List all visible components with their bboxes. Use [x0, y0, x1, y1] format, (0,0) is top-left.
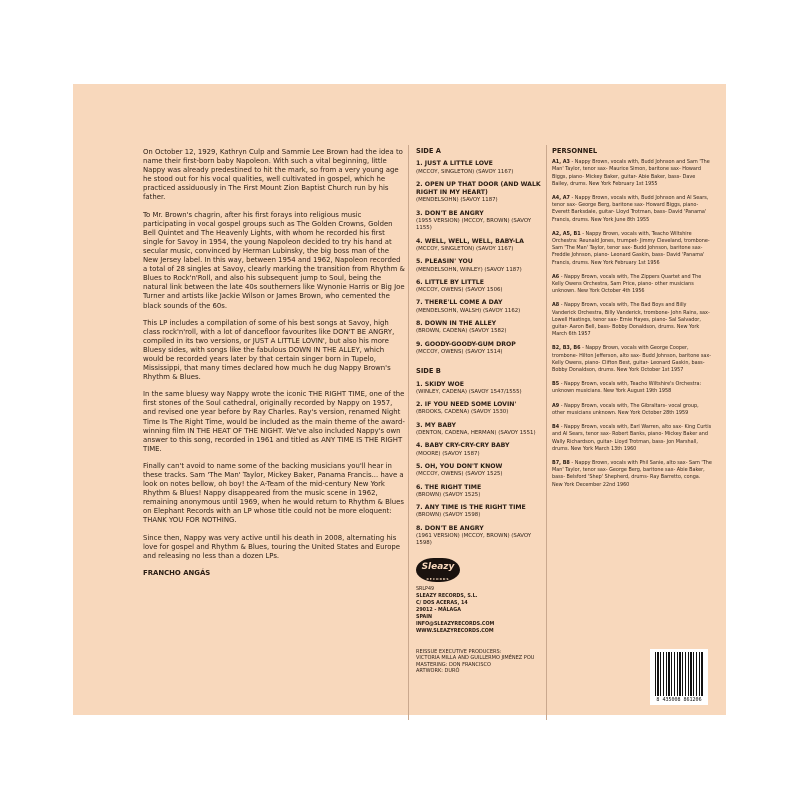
track-item [416, 320, 542, 336]
personnel-entry [552, 403, 712, 417]
track-item [416, 181, 542, 205]
track-credit: (MENDELSOHN) (SAVOY 1187) [416, 197, 498, 204]
track-credit: (WINLEY, CADENA) (SAVOY 1547/1555) [416, 388, 522, 395]
side-b-title: SIDE B [416, 367, 441, 376]
track-item [416, 210, 542, 233]
track-title: 5. OH, YOU DON'T KNOW [416, 462, 503, 470]
barcode-bars [655, 652, 703, 696]
track-item [416, 422, 542, 438]
track-title: 1. SKIDY WOE [416, 380, 464, 388]
track-item [416, 341, 542, 357]
mastering-credit: MASTERING: DON FRANCISCO [416, 661, 491, 668]
personnel-list [552, 159, 712, 489]
side-b-tracks [416, 381, 542, 548]
side-a-tracks [416, 160, 542, 356]
personnel-code: A8 [552, 302, 560, 309]
production-credits [416, 649, 542, 675]
side-a-title: SIDE A [416, 147, 441, 155]
label-city: 29012 - MÁLAGA [416, 607, 461, 613]
logo-subtext: RECORDS [426, 576, 450, 581]
track-credit: (MCCOY, SINGLETON) (SAVOY 1167) [416, 168, 514, 175]
label-country: SPAIN [416, 614, 433, 620]
personnel-entry [552, 302, 712, 338]
label-website: WWW.SLEAZYRECORDS.COM [416, 628, 494, 634]
track-credit: (MCCOY, OWENS) (SAVOY 1514) [416, 348, 503, 355]
tracklist [416, 148, 542, 675]
track-title: 8. DON'T BE ANGRY [416, 524, 484, 532]
label-name: SLEAZY RECORDS, S.L. [416, 593, 478, 599]
personnel-text: - Nappy Brown, vocals with, The Bad Boys and Billy Vanderick Orchestra, Billy Vanderick, trombone- John Rains, sax- Lowell Hastings, tenor sax- Ernie Hayes, piano- Sal Salvador, guitar- Aaron Bell, bass- Bobby Donaldson, drums. New York March 6th 1957 [552, 302, 710, 338]
personnel-text: - Nappy Brown, vocals with, The Gibraltars- vocal group, other musicians unknown. New York October 28th 1959 [552, 402, 699, 416]
track-title: 7. ANY TIME IS THE RIGHT TIME [416, 504, 526, 512]
track-title: 2. IF YOU NEED SOME LOVIN' [416, 401, 517, 409]
personnel-title: PERSONNEL [552, 147, 598, 155]
track-credit: (MENDELSOHN, WINLEY) (SAVOY 1187) [416, 266, 522, 273]
artwork-credit: ARTWORK: DURÓ [416, 668, 460, 675]
personnel-code: B7, B8 [552, 459, 570, 466]
liner-paragraph: On October 12, 1929, Kathryn Culp and Sammie Lee Brown had the idea to name their first-born baby Napoleon. With such a vital beginning, little Nappy was already predestined to hit the mark, so from a very young age he stood out for his vocal qualities, well cultivated in gospel, which he practiced assiduously in The First Mount Zion Baptist Church run by his father. [143, 148, 403, 202]
track-item [416, 484, 542, 500]
track-item [416, 238, 542, 254]
personnel-entry [552, 159, 712, 188]
personnel-code: A4, A7 [552, 195, 570, 202]
logo-text: Sleazy [421, 561, 455, 572]
liner-paragraph: Finally can't avoid to name some of the backing musicians you'll hear in these tracks. Sam 'The Man' Taylor, Mickey Baker, Panama Francis... have a look on notes bellow, oh boy! the A-Team of the mid-century New York Rhythm & Blues! Nappy disappeared from the music scene in 1962, remaining anonymous until 1969, when he would return to Rhythm & Blues on Elephant Records with an LP whose title could not be more eloquent: THANK YOU FOR NOTHING. [143, 461, 404, 525]
track-title: 1. JUST A LITTLE LOVE [416, 160, 493, 168]
track-item [416, 401, 542, 417]
personnel-code: A6 [552, 273, 560, 280]
personnel-code: A1, A3 [552, 159, 570, 166]
personnel-column [552, 148, 712, 496]
personnel-text: - Nappy Brown, vocals with, Budd Johnson and Al Sears, tenor sax- George Berg, baritone sax- Howard Biggs, piano- Everett Barksdale, guitar- Lloyd Trotman, bass- David 'Panama' Francis, drums. New York June 8th 1955 [552, 195, 709, 223]
barcode [650, 649, 708, 705]
track-item [416, 525, 542, 548]
track-credit: (MCCOY, OWENS) (SAVOY 1506) [416, 287, 503, 294]
track-credit: (BROWN) (SAVOY 1525) [416, 491, 481, 498]
label-address: C/ DOS ACERAS, 14 [416, 600, 468, 606]
personnel-code: B4 [552, 424, 560, 431]
track-item [416, 381, 542, 397]
personnel-text: - Nappy Brown, vocals with, Teacho Wiltshire's Orchestra: unknown musicians. New York August 19th 1958 [552, 381, 702, 395]
personnel-entry [552, 460, 712, 489]
liner-paragraph: In the same bluesy way Nappy wrote the iconic THE RIGHT TIME, one of the first stones of the Soul cathedral, originally recorded by Nappy on 1957, and revised one year before by Ray Charles. Ray's version, renamed Night Time Is The Right Time, would be included as the main theme of the award-winning film IN THE HEAT OF THE NIGHT. We've also included Nappy's own answer to this song, recorded in 1961 and titled as ANY TIME IS THE RIGHT TIME. [143, 390, 405, 453]
track-item [416, 463, 542, 479]
personnel-text: - Nappy Brown, vocals with, Earl Warren, alto sax- King Curtis and Al Sears, tenor sax- Robert Banks, piano- Mickey Baker and Wally Richardson, guitar- Lloyd Trotman, bass- Jon Marshall, drums. New York March 13th 1960 [552, 424, 712, 452]
track-title: 6. THE RIGHT TIME [416, 483, 482, 491]
liner-author: FRANCHO ANGÁS [143, 568, 211, 577]
track-title: 5. PLEASIN' YOU [416, 258, 473, 266]
track-title: 4. BABY CRY-CRY-CRY BABY [416, 442, 510, 450]
track-credit: (MCCOY, OWENS) (SAVOY 1525) [416, 471, 503, 478]
liner-paragraph: Since then, Nappy was very active until his death in 2008, alternating his love for gospel and Rhythm & Blues, touring the United States and Europe and releasing no less than a dozen LPs. [143, 533, 401, 560]
personnel-text: - Nappy Brown, vocals with, The Zippers Quartet and The Kelly Owens Orchestra, Sam Price, piano- other musicians unknown. New York October 4th 1956 [552, 273, 702, 295]
personnel-text: - Nappy Brown, vocals with Phil Sanie, alto sax- Sam 'The Man' Taylor, tenor sax- George Berg, baritone sax- Abie Baker, bass- Belsford 'Shep' Shepherd, drums- Ray Barretto, conga. New York December 22nd 1960 [552, 459, 712, 488]
track-credit: (MCCOY, SINGLETON) (SAVOY 1167) [416, 245, 514, 252]
producers: VICTORIA MILLA AND GUILLERMO JIMÉNEZ POU [416, 655, 535, 662]
track-title: 4. WELL, WELL, WELL, BABY-LA [416, 237, 524, 245]
personnel-entry [552, 231, 712, 267]
personnel-entry [552, 345, 712, 374]
track-credit: (DENTON, CADENA, HERMAN) (SAVOY 1551) [416, 430, 536, 437]
column-divider [546, 145, 547, 720]
personnel-entry [552, 274, 712, 296]
track-title: 9. GOODY-GOODY-GUM DROP [416, 340, 516, 348]
personnel-code: B2, B3, B6 [552, 345, 581, 352]
personnel-code: A9 [552, 402, 560, 409]
personnel-entry [552, 195, 712, 224]
barcode-number: 8 435008 861206 [656, 697, 702, 703]
track-item [416, 258, 542, 274]
track-credit: (BROWN) (SAVOY 1598) [416, 512, 481, 519]
track-item [416, 279, 542, 295]
personnel-text: - Nappy Brown, vocals with George Cooper, trombone- Hilton Jefferson, alto sax- Budd Johnson, baritone sax- Kelly Owens, piano- Clifton Best, guitar- Leonard Gaskin, bass- Bobby Donaldson, drums. New York October 1st 1957 [552, 345, 712, 374]
track-credit: (BROOKS, CADENA) (SAVOY 1530) [416, 409, 509, 416]
track-item [416, 160, 542, 176]
liner-notes [143, 148, 405, 586]
column-divider [408, 145, 409, 720]
track-title: 6. LITTLE BY LITTLE [416, 278, 484, 286]
track-credit: (1961 VERSION) (MCCOY, BROWN) (SAVOY 1598) [416, 532, 532, 547]
personnel-entry [552, 381, 712, 395]
track-item [416, 442, 542, 458]
personnel-code: A2, A5, B1 [552, 230, 581, 237]
track-credit: (MOORE) (SAVOY 1587) [416, 450, 480, 457]
track-credit: (MENDELSOHN, WALSH) (SAVOY 1162) [416, 307, 521, 314]
sleazy-records-logo [416, 558, 460, 582]
track-title: 3. MY BABY [416, 421, 456, 429]
track-credit: (1955 VERSION) (MCCOY, BROWN) (SAVOY 1155) [416, 218, 532, 232]
label-info [416, 586, 542, 635]
personnel-code: B5 [552, 381, 560, 388]
personnel-text: - Nappy Brown, vocals with, Teacho Wiltshire Orchestra: Reunald Jones, trumpet- Jimmy Cleveland, trombone- Sam 'The Man' Taylor, tenor sax- Budd Johnson, baritone sax- Freddie Johnson, piano- Leonard Gaskin, bass- David 'Panama' Francis, drums. New York February 1st 1956 [552, 230, 710, 266]
track-item [416, 504, 542, 520]
producers-label: REISSUE EXECUTIVE PRODUCERS: [416, 648, 502, 655]
track-title: 2. OPEN UP THAT DOOR (AND WALK RIGHT IN MY HEART) [416, 180, 541, 197]
track-item [416, 299, 542, 315]
liner-paragraph: To Mr. Brown's chagrin, after his first forays into religious music participating in vocal gospel groups such as The Golden Crowns, Golden Bell Quintet and The Heavenly Lights, with whom he recorded his first single for Savoy in 1954, the young Napoleon decided to try his hand at secular music, convinced by Herman Lubinsky, the big boss man of the New Jersey label. In this way, between 1954 and 1962, Napoleon recorded a total of 28 singles at Savoy, clearly marking the transition from Rhythm & Blues to Rock'n'Roll, and also his subsequent jump to Soul, being the natural link between the late 40s southerners like Wynonie Harris or Big Joe Turner and artists like Jackie Wilson or James Brown, who cemented the black sounds of the 60s. [143, 210, 405, 310]
catalog-number: SRLP49 [416, 586, 435, 592]
liner-paragraph: This LP includes a compilation of some of his best songs at Savoy, high class rock'n'roll, with a lot of dancefloor favourites like DON'T BE ANGRY, compiled in its two versions, or JUST A LITTLE LOVIN', but also his more Bluesy sides, with songs like the fabulous DOWN IN THE ALLEY, which would be recorded years later by that certain singer born in Tupelo, Mississippi, that many times declared how much he dug Nappy Brown's Rhythm & Blues. [143, 318, 395, 382]
track-title: 7. THERE'LL COME A DAY [416, 299, 503, 307]
personnel-entry [552, 424, 712, 453]
label-email: INFO@SLEAZYRECORDS.COM [416, 621, 495, 627]
track-title: 8. DOWN IN THE ALLEY [416, 320, 497, 328]
track-title: 3. DON'T BE ANGRY [416, 209, 484, 217]
personnel-text: - Nappy Brown, vocals with, Budd Johnson and Sam 'The Man' Taylor, tenor sax- Maurice Simon, baritone sax- Howard Biggs, piano- Mickey Baker, guitar- Abie Baker, bass- Dave Bailey, drums. New York February 1st 1955 [552, 159, 710, 187]
track-credit: (BROWN, CADENA) (SAVOY 1582) [416, 328, 507, 335]
